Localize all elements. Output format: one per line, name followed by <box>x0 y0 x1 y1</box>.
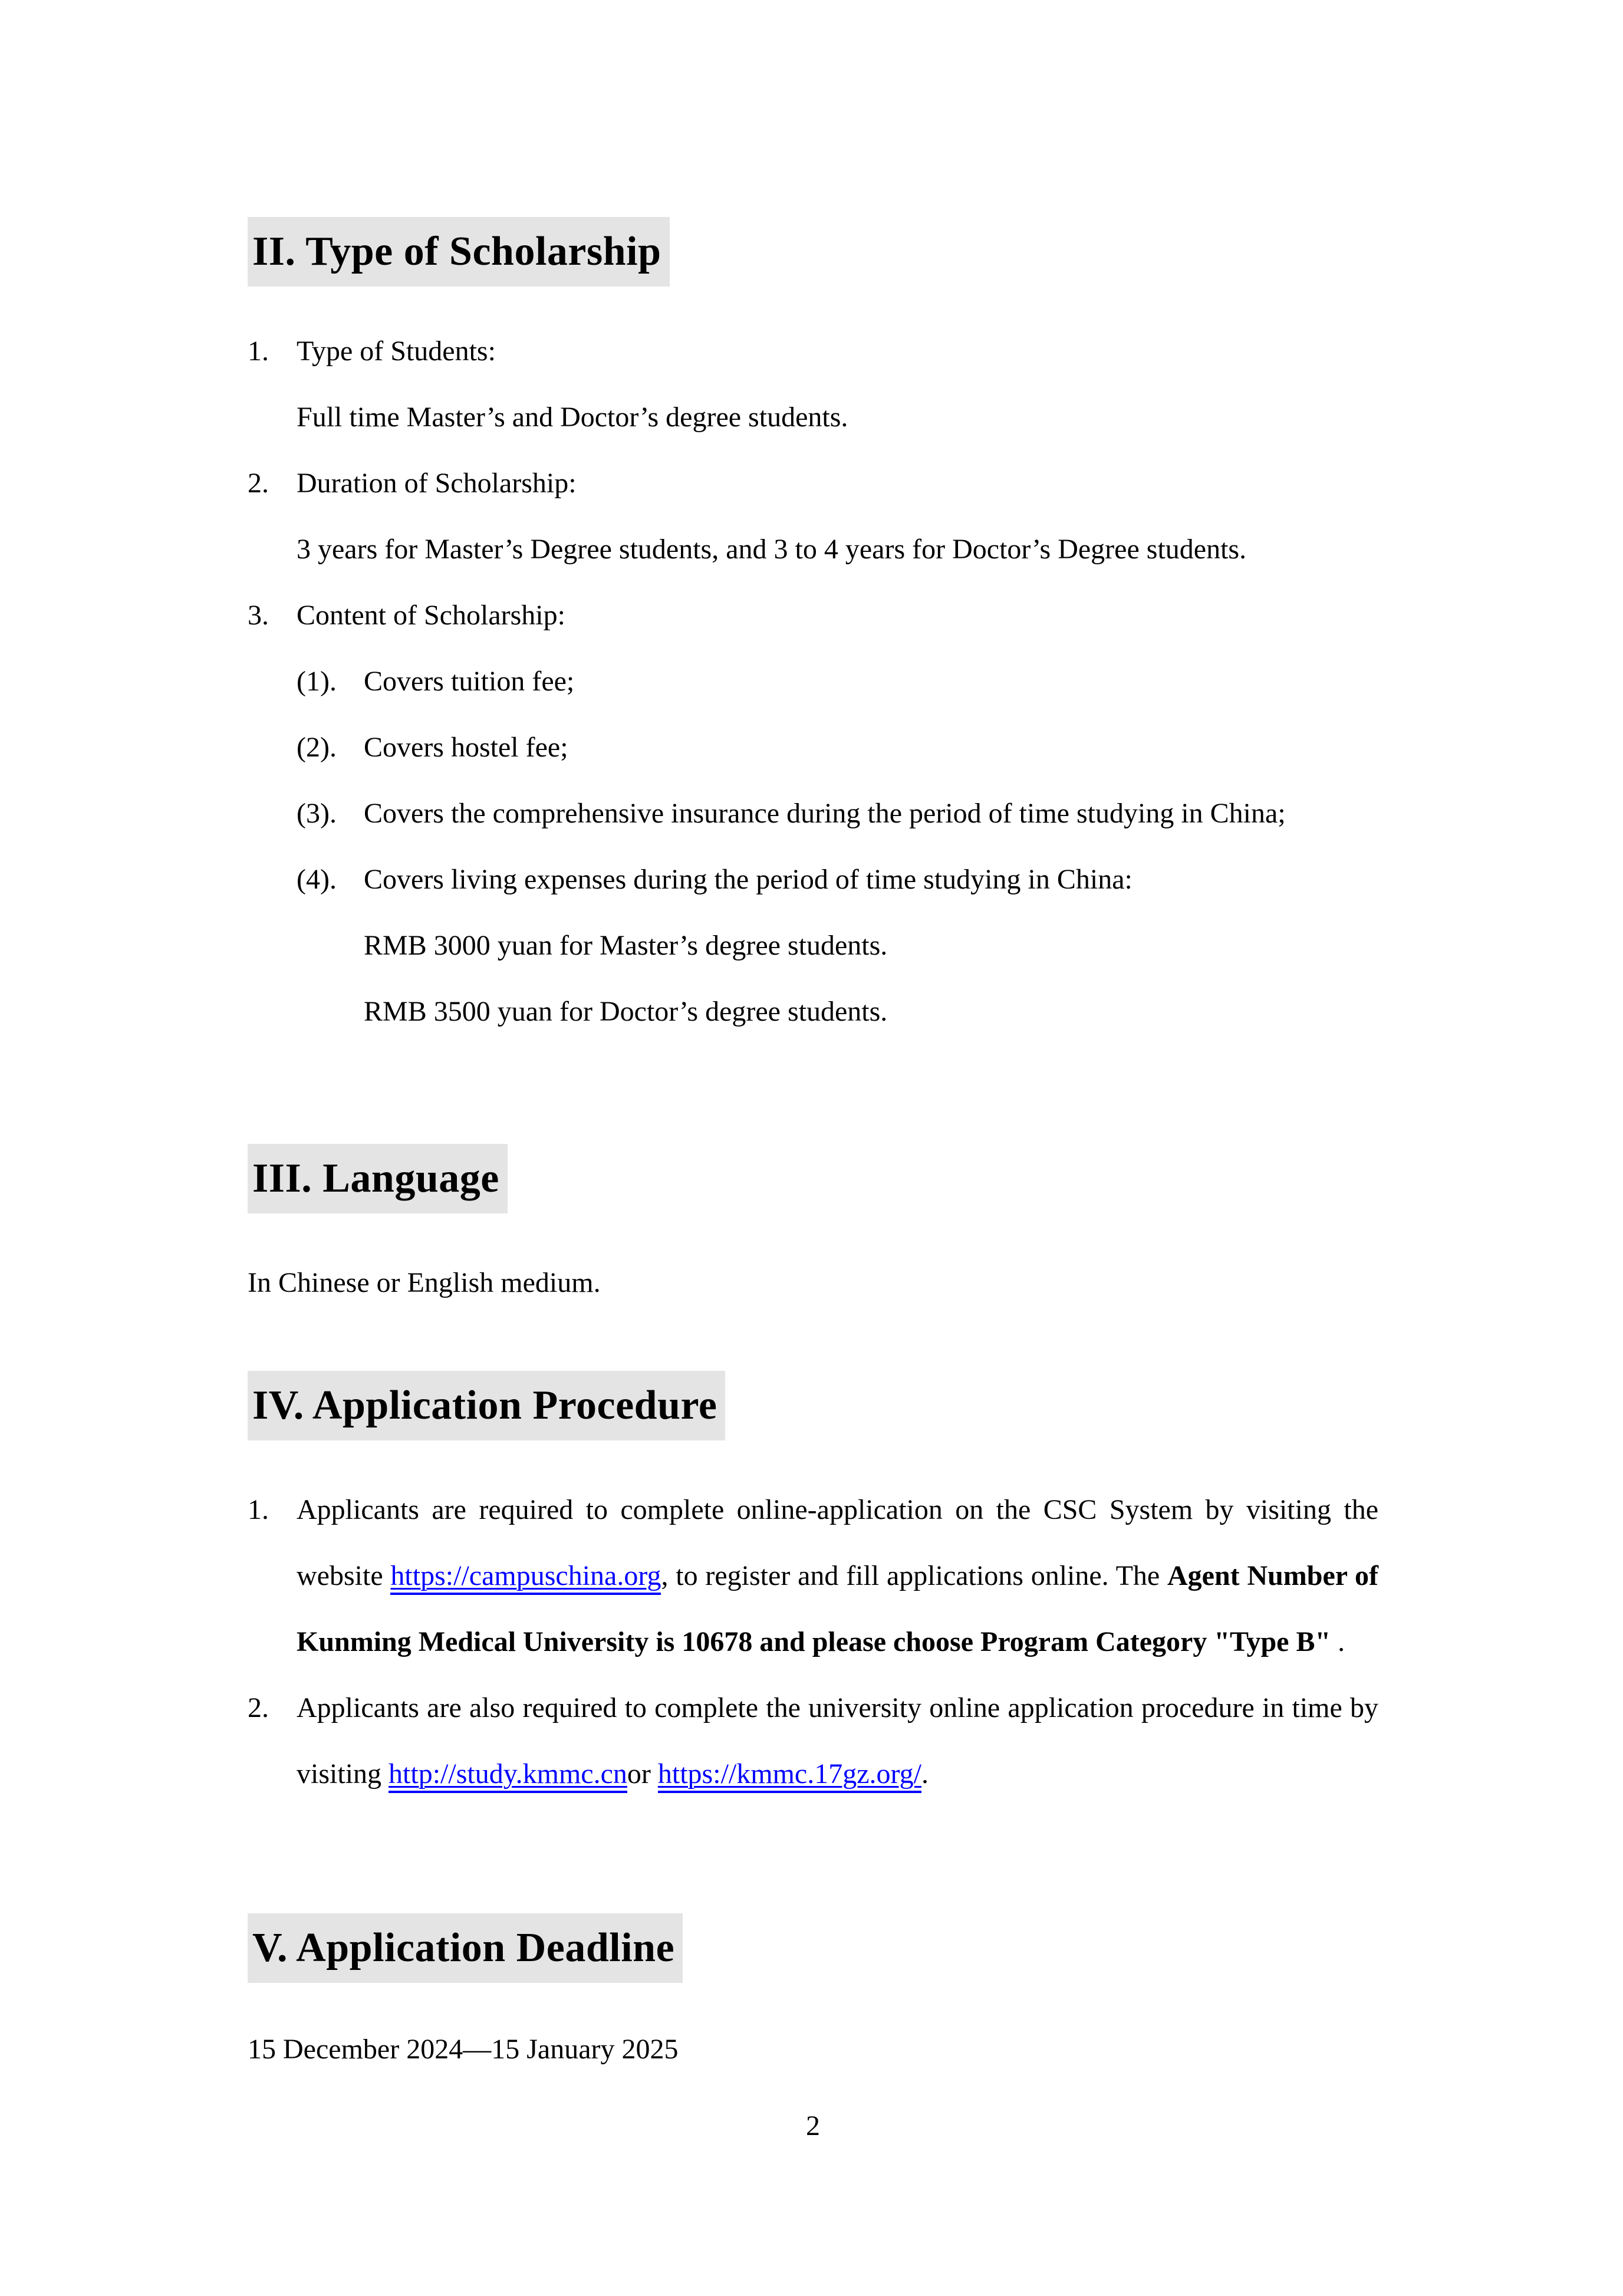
sublist-number: (3). <box>297 798 337 829</box>
sublist-text: Covers living expenses during the period of time studying in China: <box>364 864 1133 895</box>
paragraph-text: In Chinese or English medium. <box>248 1267 601 1298</box>
heading-language: III. Language <box>248 1144 508 1213</box>
page-number: 2 <box>806 2110 820 2142</box>
heading-type-of-scholarship: II. Type of Scholarship <box>248 217 670 287</box>
list-number: 3. <box>248 600 269 631</box>
paragraph-text: 3 years for Master’s Degree students, and 3 to 4 years for Doctor’s Degree students. <box>297 534 1247 565</box>
paragraph-text: Full time Master’s and Doctor’s degree students. <box>297 402 848 433</box>
paragraph-text: 15 December 2024—15 January 2025 <box>248 2034 679 2065</box>
paragraph-text: . <box>1331 1626 1345 1657</box>
heading-application-procedure: IV. Application Procedure <box>248 1371 725 1440</box>
paragraph-text: RMB 3500 yuan for Doctor’s degree students. <box>364 996 888 1027</box>
paragraph-text: , to register and fill applications online. The <box>661 1560 1168 1591</box>
campuschina-link[interactable]: https://campuschina.org <box>390 1560 661 1595</box>
kmmc-17gz-link[interactable]: https://kmmc.17gz.org/ <box>658 1758 921 1793</box>
list-item-csc-application <box>248 1477 1378 1675</box>
list-number: 1. <box>248 335 269 367</box>
agent-number-bold-text: Agent Number of Kunming Medical University is 10678 and please choose Program Category "Type B" <box>297 1560 1379 1657</box>
list-item-duration <box>248 450 1378 517</box>
sublist-text: Covers hostel fee; <box>364 732 568 763</box>
heading-row-application-deadline <box>248 1913 1378 1983</box>
list-number: 2. <box>248 1692 269 1723</box>
sublist-item-living-expenses <box>248 847 1378 913</box>
paragraph-text: or <box>627 1758 658 1790</box>
heading-row-type-of-scholarship <box>248 217 1378 287</box>
list-item-type-of-students <box>248 318 1378 384</box>
sublist-item-tuition <box>248 649 1378 715</box>
list-item-label: Duration of Scholarship: <box>297 468 577 499</box>
paragraph-text: . <box>921 1758 929 1790</box>
list-item-label: Type of Students: <box>297 335 496 367</box>
study-kmmc-link[interactable]: http://study.kmmc.cn <box>389 1758 627 1793</box>
sublist-number: (1). <box>297 666 337 697</box>
heading-row-application-procedure <box>248 1371 1378 1440</box>
heading-row-language <box>248 1144 1378 1213</box>
list-item-university-application <box>248 1675 1378 1807</box>
paragraph-text: Applicants are also required to complete the university online application procedure in time by visiting <box>297 1692 1378 1790</box>
paragraph-language-body <box>248 1250 1378 1316</box>
paragraph-text: RMB 3000 yuan for Master’s degree students. <box>364 930 888 961</box>
paragraph-text: Applicants are required to complete online-application on the CSC System by visiting the website <box>297 1494 1378 1591</box>
paragraph-type-of-students-body <box>248 384 1378 450</box>
list-item-content <box>248 583 1378 649</box>
paragraph-rmb-doctor <box>364 979 1378 1045</box>
paragraph-deadline-body <box>248 2017 1378 2083</box>
sublist-item-insurance <box>248 781 1378 847</box>
heading-application-deadline: V. Application Deadline <box>248 1913 683 1983</box>
list-number: 2. <box>248 468 269 499</box>
sublist-number: (2). <box>297 732 337 763</box>
paragraph-rmb-master <box>364 913 1378 979</box>
sublist-item-hostel <box>248 715 1378 781</box>
sublist-text: Covers tuition fee; <box>364 666 575 697</box>
list-number: 1. <box>248 1494 269 1525</box>
sublist-number: (4). <box>297 864 337 895</box>
list-item-label: Content of Scholarship: <box>297 600 565 631</box>
sublist-text: Covers the comprehensive insurance during the period of time studying in China; <box>364 798 1286 829</box>
paragraph-duration-body <box>248 517 1378 583</box>
